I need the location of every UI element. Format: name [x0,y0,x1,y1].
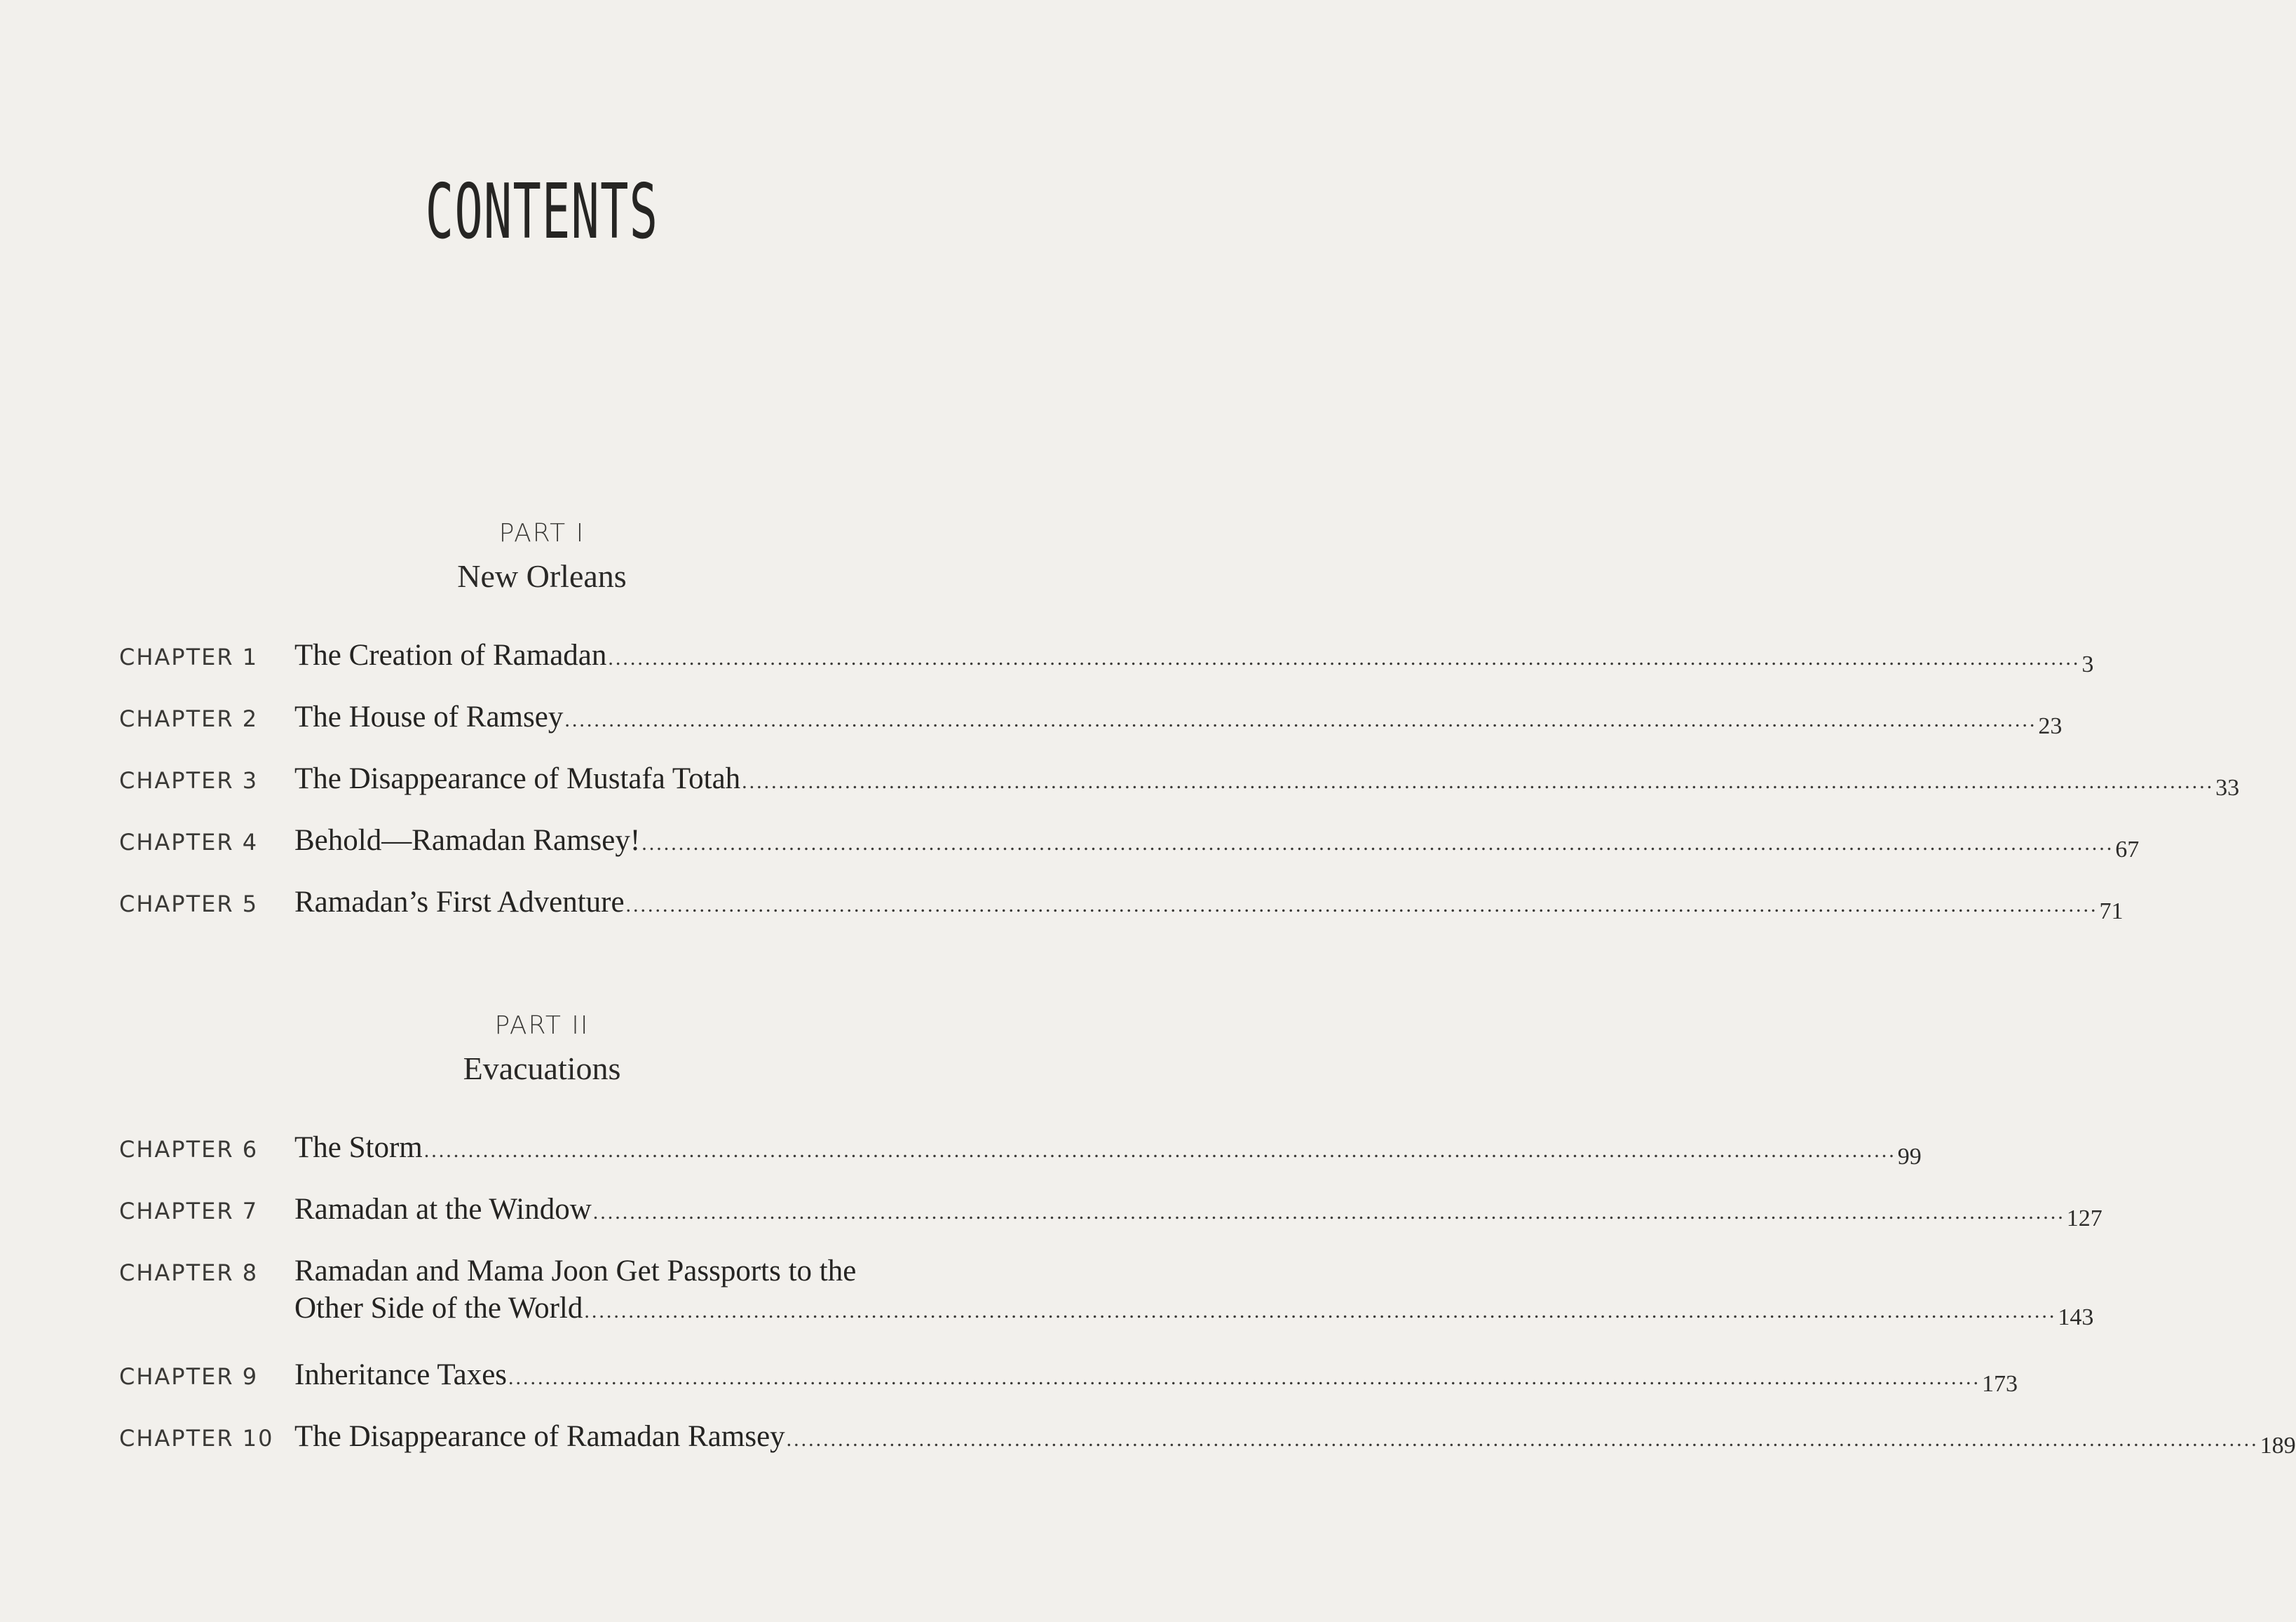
page-number: 143 [2058,1304,2094,1330]
chapter-title: The Storm [294,1131,423,1164]
toc-entry-chapter-8[interactable] [119,1254,2094,1338]
page-number: 67 [2115,837,2140,863]
page-number: 3 [2081,651,2094,677]
chapter-label: CHAPTER 6 [119,1136,259,1163]
chapter-title: Ramadan and Mama Joon Get Passports to the [294,1255,857,1288]
page-number: 23 [2038,713,2063,739]
chapter-label: CHAPTER 2 [119,705,259,732]
toc-entry-chapter-2[interactable] [119,700,2063,742]
chapter-label: CHAPTER 3 [119,767,259,794]
leader-dots: ........................................................................................................................................................................................................ [742,770,2215,793]
part-name: Evacuations [463,1050,621,1086]
page-number: 99 [1897,1144,1922,1170]
leader-dots: ........................................................................................................................................................................................................ [592,1201,2065,1224]
page-number: 33 [2215,775,2240,801]
chapter-label: CHAPTER 10 [119,1425,274,1452]
chapter-title: Ramadan’s First Adventure [294,886,625,919]
chapter-title: The House of Ramsey [294,701,564,734]
toc-entry-chapter-10[interactable] [119,1419,2296,1461]
chapter-label: CHAPTER 8 [119,1259,259,1286]
page-number: 173 [1982,1371,2018,1397]
chapter-title: The Disappearance of Mustafa Totah [294,762,741,795]
toc-entry-chapter-9[interactable] [119,1358,2018,1400]
toc-entry-chapter-6[interactable] [119,1130,1922,1172]
chapter-label: CHAPTER 1 [119,644,259,670]
chapter-title: Inheritance Taxes [294,1358,508,1391]
chapter-title: The Creation of Ramadan [294,639,607,672]
toc-entry-chapter-1[interactable] [119,638,2094,680]
leader-dots: ........................................................................................................................................................................................................ [641,832,2114,855]
part-heading-2 [0,1011,1084,1087]
leader-dots: ........................................................................................................................................................................................................ [625,893,2098,917]
chapter-title: Ramadan at the Window [294,1193,592,1226]
chapter-label: CHAPTER 4 [119,829,259,856]
leader-dots: ........................................................................................................................................................................................................ [786,1428,2259,1451]
part-heading-1 [0,519,1084,595]
leader-dots: ........................................................................................................................................................................................................ [423,1139,1896,1162]
page-number: 189 [2260,1433,2296,1459]
leader-dots: ........................................................................................................................................................................................................ [608,647,2081,670]
chapter-label: CHAPTER 9 [119,1363,259,1390]
chapter-label: CHAPTER 7 [119,1198,259,1224]
leader-dots: ........................................................................................................................................................................................................ [564,708,2037,731]
page-title: CONTENTS [425,168,659,256]
leader-dots: ........................................................................................................................................................................................................ [584,1299,2057,1323]
page-number: 71 [2099,898,2124,924]
toc-entry-chapter-3[interactable] [119,762,2240,804]
chapter-title: The Disappearance of Ramadan Ramsey [294,1420,785,1453]
chapter-title: Behold—Ramadan Ramsey! [294,824,641,857]
part-label: PART II [494,1011,590,1040]
part-label: PART I [498,519,585,548]
page-number: 127 [2066,1205,2103,1231]
chapter-title-line-2: Other Side of the World [294,1292,583,1325]
leader-dots: ........................................................................................................................................................................................................ [508,1366,1981,1389]
chapter-label: CHAPTER 5 [119,891,259,917]
toc-entry-chapter-7[interactable] [119,1192,2103,1234]
part-name: New Orleans [457,558,627,594]
toc-entry-chapter-5[interactable] [119,885,2124,927]
toc-entry-chapter-4[interactable] [119,823,2140,865]
